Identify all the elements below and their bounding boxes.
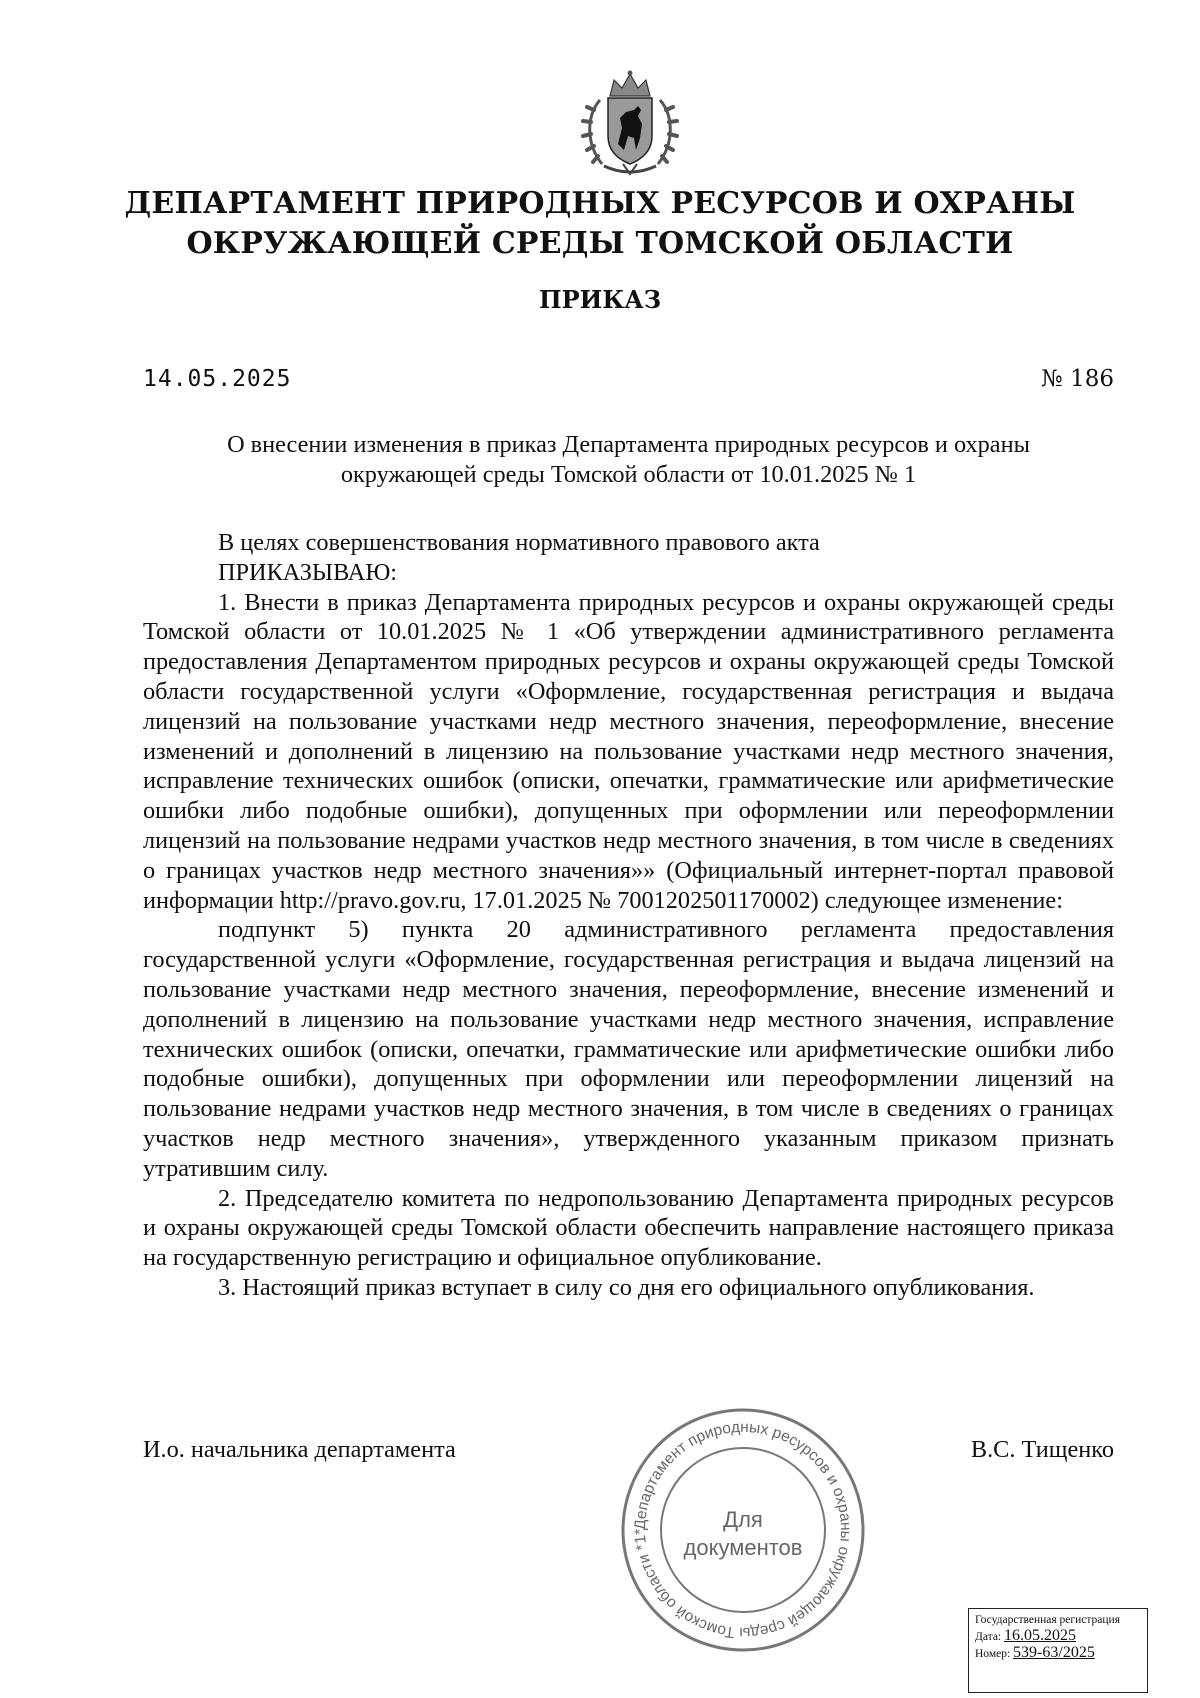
- registration-date-label: Дата:: [975, 1631, 1002, 1643]
- preamble: В целях совершенствования нормативного правового акта: [218, 529, 820, 556]
- registration-number-row: [975, 1645, 1141, 1662]
- subject-line2: окружающей среды Томской области от 10.01.2025 № 1: [340, 461, 917, 488]
- department-name-line1: ДЕПАРТАМЕНТ ПРИРОДНЫХ РЕСУРСОВ И ОХРАНЫ: [124, 186, 1076, 221]
- document-kind: ПРИКАЗ: [538, 285, 662, 314]
- tomsk-region-coat-of-arms-icon: [578, 66, 682, 178]
- official-stamp: [618, 1405, 868, 1655]
- item-3: 3. Настоящий приказ вступает в силу со дня его официального опубликования.: [218, 1273, 1035, 1301]
- registration-box: [968, 1608, 1148, 1693]
- subject-line1: О внесении изменения в приказ Департамента природных ресурсов и охраны: [227, 431, 1030, 458]
- item-1: 1. Внести в приказ Департамента природных ресурсов и охраны окружающей среды Томской области от 10.01.2025 № 1 «Об утверждении административного регламента предоставления Департаментом природных ресурсов и охраны окружающей среды Томской области государственной услуги «Оформление, государственная регистрация и выдача лицензий на пользование участками недр местного значения, переоформление, внесение изменений и дополнений в лицензию на пользование участками недр местного значения, исправление технических ошибок (описки, опечатки, грамматические или арифметические ошибки либо подобные ошибки), допущенных при оформлении или переоформлении лицензий на пользование недрами участков недр местного значения, в том числе в сведениях о границах участков недр местного значения»» (Официальный интернет-портал правовой информации http://pravo.gov.ru, 17.01.2025 № 7001202501170002) следующее изменение:: [143, 588, 1114, 914]
- registration-title: Государственная регистрация: [975, 1614, 1120, 1626]
- registration-date-value: 16.05.2025: [1004, 1627, 1076, 1644]
- order-word: ПРИКАЗЫВАЮ:: [218, 558, 398, 586]
- stamp-ring-text: Департамент природных ресурсов и охраны окружающей среды Томской области *1*: [631, 1418, 855, 1642]
- subitem: подпункт 5) пункта 20 административного регламента предоставления государственной услуги «Оформление, государственная регистрация и выдача лицензий на пользование участками недр местного значения, переоформление, внесение изменений и дополнений в лицензию на пользование участками недр местного значения, исправление технических ошибок (описки, опечатки, грамматические или арифметические ошибки либо подобные ошибки), допущенных при оформлении или переоформлении лицензий на пользование недрами участков недр местного значения, в том числе в сведениях о границах участков недр местного значения», утвержденного указанным приказом признать утратившим силу.: [143, 916, 1114, 1182]
- signatory-position: И.о. начальника департамента: [143, 1436, 456, 1463]
- document-body: [143, 528, 1114, 1303]
- department-name-line2: ОКРУЖАЮЩЕЙ СРЕДЫ ТОМСКОЙ ОБЛАСТИ: [186, 226, 1014, 261]
- stamp-center-line1: Для: [723, 1507, 763, 1532]
- signatory-name: В.С. Тищенко: [970, 1436, 1114, 1463]
- registration-number-label: Номер:: [975, 1648, 1011, 1660]
- item-2: 2. Председателю комитета по недропользованию Департамента природных ресурсов и охраны окружающей среды Томской области обеспечить направление настоящего приказа на государственную регистрацию и официальное опубликование.: [143, 1184, 1114, 1272]
- document-number: № 186: [1041, 366, 1114, 392]
- document-date: 14.05.2025: [143, 366, 292, 392]
- stamp-center-line2: документов: [683, 1535, 803, 1560]
- document-subject: [143, 430, 1114, 490]
- registration-number-value: 539-63/2025: [1013, 1644, 1095, 1661]
- registration-date-row: [975, 1628, 1141, 1645]
- department-name: [0, 184, 1200, 264]
